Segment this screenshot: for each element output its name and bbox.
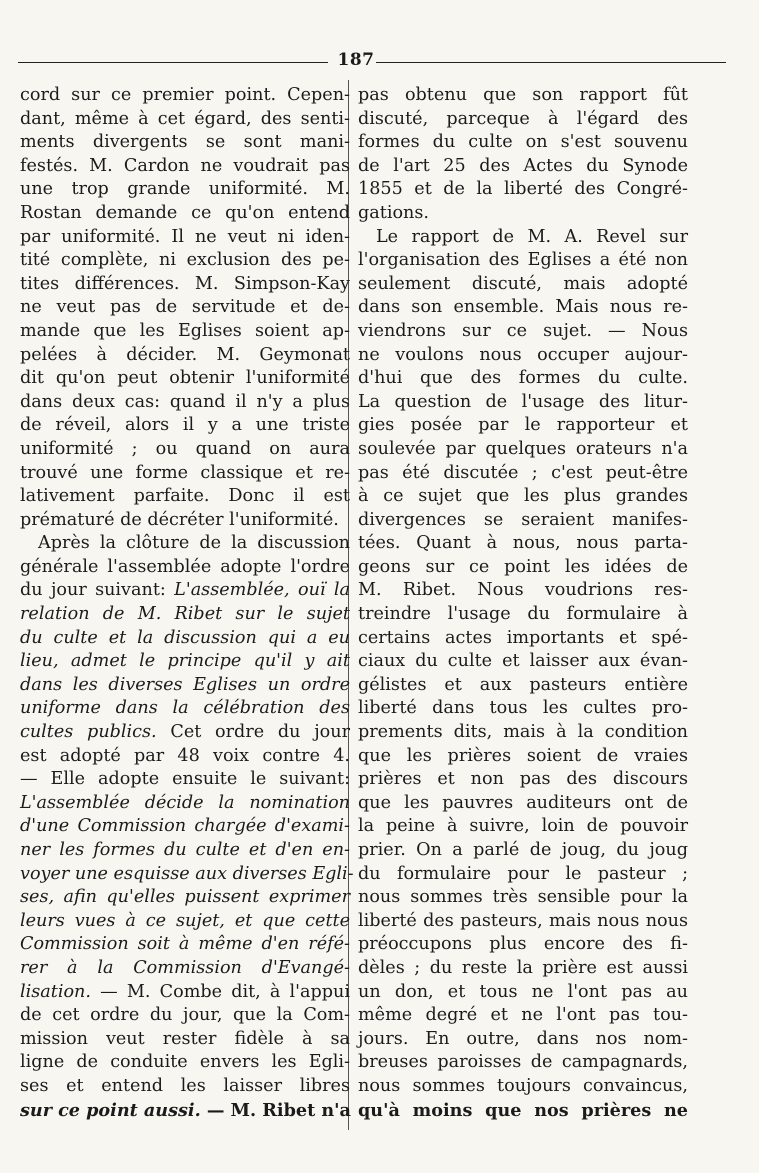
text-span: une trop grande uniformité. M.: [20, 179, 350, 200]
text-span: festés. M. Cardon ne voudrait pas: [20, 155, 350, 176]
text-line: [358, 178, 688, 202]
header-rule-right: [376, 62, 726, 63]
text-line: relation de M. Ribet sur le sujet: [20, 604, 350, 625]
text-span: gélistes et aux pasteurs entière: [358, 674, 688, 695]
text-line: uniforme dans la célébration des: [20, 698, 350, 719]
text-span: que les pauvres auditeurs ont de: [358, 792, 688, 813]
text-line: [358, 320, 688, 344]
text-line: [20, 84, 350, 108]
text-line: [20, 414, 350, 438]
text-line: [358, 933, 688, 957]
text-line: [20, 462, 350, 486]
text-span: dans son ensemble. Mais nous re-: [358, 297, 688, 318]
text-span: uniformité ; ou quand on aura: [20, 438, 350, 459]
text-line: [20, 178, 350, 202]
text-line: ner les formes du culte et d'en en-: [20, 840, 350, 860]
text-span: divergences se seraient manifes-: [358, 509, 688, 530]
text-line: [358, 910, 688, 934]
text-line: [358, 532, 688, 556]
text-line: [358, 296, 688, 320]
text-span: que les prières soient de vraies: [358, 745, 688, 766]
right-column: [358, 84, 688, 1122]
text-span: lativement parfaite. Donc il est: [20, 486, 350, 507]
text-line: rer à la Commission d'Evangé-: [20, 957, 350, 978]
text-span: treindre l'usage du formulaire à: [358, 604, 688, 625]
text-line: [358, 84, 688, 108]
text-span: pelées à décider. M. Geymonat: [20, 344, 350, 365]
text-line: [358, 249, 688, 273]
text-span: M. Ribet. Nous voudrions res-: [358, 580, 688, 601]
text-span: Cet ordre du jour: [156, 722, 350, 743]
text-line: [358, 226, 688, 250]
text-line: [20, 296, 350, 320]
text-span: certains actes importants et spé-: [358, 627, 688, 648]
text-line: ses, afin qu'elles puissent exprimer: [20, 887, 350, 908]
text-span: tites différences. M. Simpson-Kay: [20, 273, 350, 294]
text-span: l'organisation des Eglises a été non: [358, 250, 688, 271]
text-line: [358, 627, 688, 651]
text-span: formes du culte on s'est souvenu: [358, 132, 688, 153]
text-line: [358, 815, 688, 839]
text-line: [358, 579, 688, 603]
text-span: ne veut pas de servitude et de-: [20, 297, 350, 318]
text-span: la peine à suivre, loin de pouvoir: [358, 816, 688, 837]
text-line: [20, 556, 350, 580]
text-span: dant, même à cet égard, des senti-: [20, 108, 350, 129]
text-line: [358, 886, 688, 910]
text-span: prier. On a parlé de joug, du joug: [358, 840, 688, 860]
text-line: [20, 745, 350, 769]
text-line: [20, 1051, 350, 1075]
text-span: de cet ordre du jour, que la Com-: [20, 1005, 350, 1026]
text-span: viendrons sur ce sujet. — Nous: [358, 320, 688, 341]
text-line: [358, 509, 688, 533]
text-span: Après la clôture de la discussion: [38, 533, 350, 554]
text-line: [358, 155, 688, 179]
text-line: [358, 414, 688, 438]
text-line: [358, 674, 688, 698]
text-line: [20, 485, 350, 509]
text-line: [358, 697, 688, 721]
text-line: [358, 462, 688, 486]
text-line: [358, 1004, 688, 1028]
text-span: discuté, parceque à l'égard des: [358, 108, 688, 129]
text-line: [358, 438, 688, 462]
text-span: prématuré de décréter l'uniformité.: [20, 509, 339, 530]
text-line: [358, 556, 688, 580]
header-rule-left: [18, 62, 328, 63]
text-line: Commission soit à même d'en réfé-: [20, 934, 350, 955]
text-line: [20, 367, 350, 391]
text-line: [20, 532, 350, 556]
text-line: [20, 391, 350, 415]
italic-span: L'assemblée, ouï la: [174, 580, 350, 601]
text-span: de l'art 25 des Actes du Synode: [358, 155, 688, 176]
text-span: pas obtenu que son rapport fût: [358, 85, 688, 105]
text-line: [358, 603, 688, 627]
text-span: dit qu'on peut obtenir l'uniformité: [20, 368, 350, 389]
text-line: [358, 1075, 688, 1099]
text-line: [358, 1051, 688, 1075]
text-line: [358, 131, 688, 155]
text-line: [20, 981, 350, 1005]
text-span: seulement discuté, mais adopté: [358, 273, 688, 294]
text-line: L'assemblée décide la nomination: [20, 792, 350, 813]
text-span: ments divergents se sont mani-: [20, 132, 350, 153]
text-span: cord sur ce premier point. Cepen-: [20, 85, 350, 105]
text-span: mande que les Eglises soient ap-: [20, 320, 350, 341]
text-span: nous sommes très sensible pour la: [358, 887, 688, 908]
text-line: [358, 202, 688, 226]
text-line: [20, 509, 350, 533]
page-header: [18, 52, 726, 70]
text-line: lieu, admet le principe qu'il y ait: [20, 651, 350, 672]
text-span: — M. Ribet n'a: [200, 1099, 351, 1121]
text-span: tité complète, ni exclusion des pe-: [20, 250, 350, 271]
text-span: gies posée par le rapporteur et: [358, 415, 688, 436]
text-line: [358, 367, 688, 391]
text-line: [358, 839, 688, 863]
text-span: gations.: [358, 202, 429, 223]
text-span: d'hui que des formes du culte.: [358, 368, 688, 389]
text-line: [358, 650, 688, 674]
text-line: [20, 226, 350, 250]
text-line: du culte et la discussion qui a eu: [20, 627, 350, 648]
text-line: [20, 155, 350, 179]
text-line: [20, 273, 350, 297]
text-span: soulevée par quelques orateurs n'a: [358, 438, 688, 459]
text-span: Rostan demande ce qu'on entend: [20, 202, 350, 223]
text-line: [20, 249, 350, 273]
text-span: liberté des pasteurs, mais nous nous: [358, 910, 688, 931]
text-span: dèles ; du reste la prière est aussi: [358, 957, 688, 978]
text-line: [20, 344, 350, 368]
text-span: liberté dans tous les cultes pro-: [358, 698, 688, 719]
text-line: [20, 320, 350, 344]
text-span: ne voulons nous occuper aujour-: [358, 344, 688, 365]
text-span: trouvé une forme classique et re-: [20, 462, 350, 483]
text-span: — Elle adopte ensuite le suivant:: [20, 769, 350, 790]
text-line: voyer une esquisse aux diverses Egli-: [20, 863, 354, 884]
text-span: préoccupons plus encore des fi-: [358, 934, 688, 955]
text-span: jours. En outre, dans nos nom-: [358, 1028, 688, 1049]
text-span: breuses paroisses de campagnards,: [358, 1052, 688, 1073]
text-span: un don, et tous ne l'ont pas au: [358, 981, 688, 1002]
text-line: [358, 957, 688, 981]
text-line: [20, 1099, 350, 1123]
text-line: [20, 202, 350, 226]
text-span: Le rapport de M. A. Revel sur: [376, 226, 688, 247]
italic-span: lisation.: [20, 981, 91, 1002]
text-line: [358, 721, 688, 745]
text-span: tées. Quant à nous, nous parta-: [358, 533, 688, 554]
text-line: [20, 108, 350, 132]
text-line: dans les diverses Eglises un ordre: [20, 674, 350, 695]
text-span: ligne de conduite envers les Egli-: [20, 1052, 350, 1073]
text-line: [358, 1028, 688, 1052]
text-line: [20, 1075, 350, 1099]
left-column: [20, 84, 354, 1122]
text-line: [20, 768, 350, 792]
text-line: [20, 1028, 350, 1052]
italic-span: cultes publics.: [20, 722, 157, 743]
text-span: qu'à moins que nos prières ne: [358, 1099, 688, 1121]
text-span: — M. Combe dit, à l'appui: [91, 981, 350, 1002]
text-line: [20, 721, 350, 745]
text-line: [358, 391, 688, 415]
text-span: geons sur ce point les idées de: [358, 556, 688, 577]
text-line: [358, 981, 688, 1005]
text-line: [358, 745, 688, 769]
italic-span: sur ce point aussi.: [20, 1099, 201, 1121]
text-line: [358, 863, 688, 887]
text-span: ciaux du culte et laisser aux évan-: [358, 651, 688, 672]
text-line: [20, 1004, 350, 1028]
text-span: à ce sujet que les plus grandes: [358, 486, 688, 507]
text-line: [358, 792, 688, 816]
text-span: de réveil, alors il y a une triste: [20, 415, 350, 436]
text-span: par uniformité. Il ne veut ni iden-: [20, 226, 350, 247]
text-line: [358, 485, 688, 509]
text-span: du jour suivant:: [20, 580, 175, 601]
text-span: mission veut rester fidèle à sa: [20, 1028, 350, 1049]
text-span: La question de l'usage des litur-: [358, 391, 688, 412]
text-span: du formulaire pour le pasteur ;: [358, 863, 688, 884]
text-line: [358, 273, 688, 297]
text-line: leurs vues à ce sujet, et que cette: [20, 910, 350, 931]
text-span: nous sommes toujours convaincus,: [358, 1075, 688, 1096]
text-span: 1855 et de la liberté des Congré-: [358, 179, 688, 200]
text-line: [358, 344, 688, 368]
text-span: ses et entend les laisser libres: [20, 1075, 350, 1096]
text-span: même degré et ne l'ont pas tou-: [358, 1005, 688, 1026]
text-span: pas été discutée ; c'est peut-être: [358, 462, 688, 483]
text-line: [20, 579, 350, 603]
text-line: [20, 131, 350, 155]
text-span: prières et non pas des discours: [358, 769, 688, 790]
text-line: [20, 438, 350, 462]
text-line: [358, 1099, 688, 1123]
text-span: prements dits, mais à la condition: [358, 722, 688, 743]
text-line: d'une Commission chargée d'exami-: [20, 816, 350, 837]
text-span: dans deux cas: quand il n'y a plus: [20, 391, 350, 412]
text-span: est adopté par 48 voix contre 4.: [20, 745, 350, 766]
text-span: générale l'assemblée adopte l'ordre: [20, 556, 350, 577]
text-line: [358, 108, 688, 132]
page-number: 187: [337, 50, 375, 70]
text-line: [358, 768, 688, 792]
